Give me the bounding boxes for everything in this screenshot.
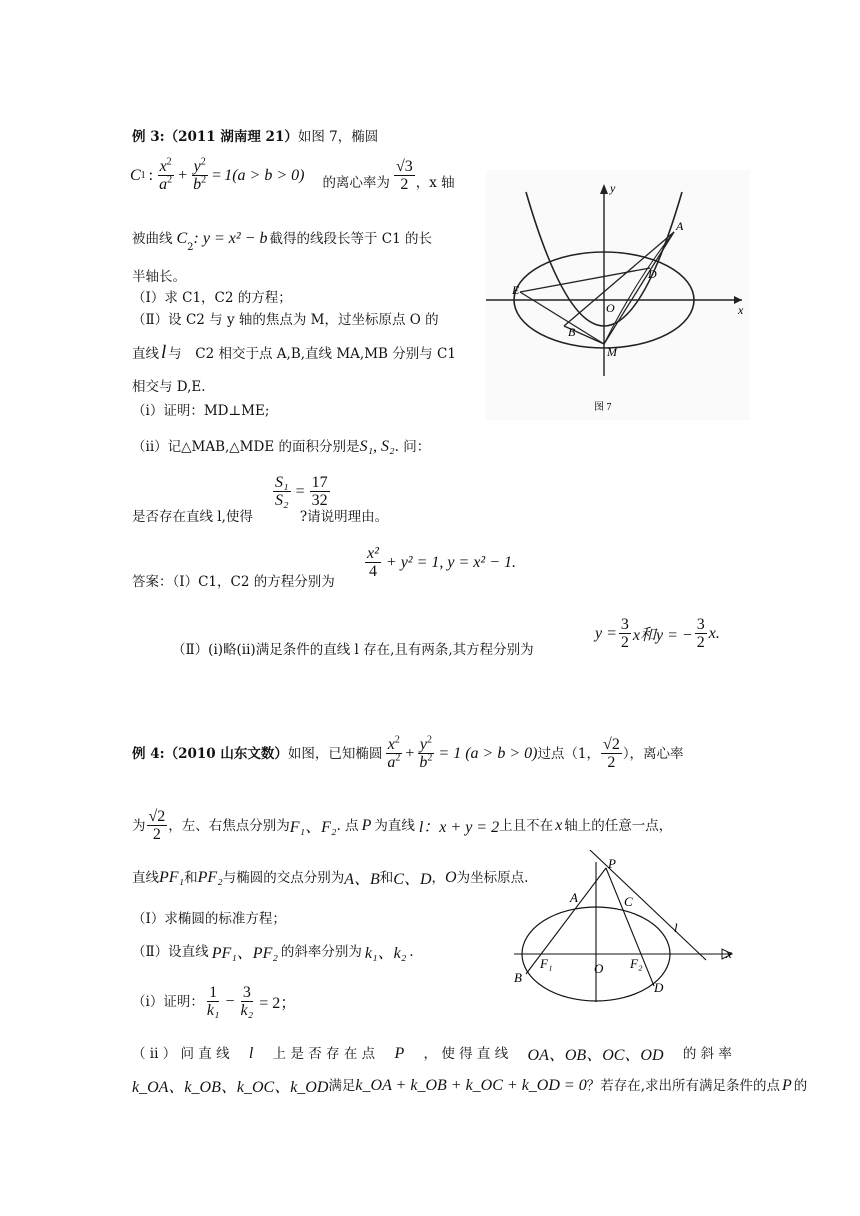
fig7-label-y: y: [610, 181, 616, 195]
example4-heading: 例 4:（2010 山东文数）: [132, 745, 288, 762]
example4-heading-tail: 如图，已知椭圆: [287, 745, 383, 762]
l3-e: 和: [379, 869, 394, 886]
s1-s2: S₁, S₂: [359, 438, 395, 455]
c1-condition: 1(a > b > 0): [224, 166, 305, 184]
l3-i: 为坐标原点.: [456, 869, 529, 886]
fig7-label-e: E: [512, 283, 520, 297]
qii-a: （ ii ） 问 直 线: [132, 1045, 230, 1062]
ex3-question-2-line2: [132, 344, 456, 363]
fig7-label-b: B: [568, 325, 576, 339]
c2-symbol: C: [176, 230, 188, 247]
ecc-fraction: $\frac{√3}{2}$: [395, 158, 413, 193]
figure-example4: [508, 850, 744, 1002]
ex4-question-i: （i）证明： $\frac{1}{\text{k₁}}$ − $\frac{3}{\text{k₂}}$ = 2；: [132, 984, 297, 1019]
q2-d: k₁、k₂: [364, 945, 407, 962]
pf2: PF₂: [197, 868, 223, 886]
fig4-label-l: l: [674, 920, 678, 935]
last-b: ？若存在,求出所有满足条件的点: [586, 1077, 780, 1094]
last-a: 满足: [328, 1077, 356, 1094]
x-var: x: [555, 816, 563, 834]
l3-b: 和: [184, 869, 198, 886]
fig4-label-b: B: [514, 970, 522, 985]
qii-a: （ii）记△MAB,△MDE 的面积分别是: [132, 439, 360, 455]
ratio-equation: $\frac{\text{S₁}}{\text{S₂}}$ = $\frac{17}{32}$: [275, 474, 328, 509]
fig4-label-a: A: [570, 890, 578, 905]
ex3-answer-1: 答案：（Ⅰ）C1，C2 的方程分别为: [132, 574, 335, 590]
qii-e: 的 斜 率: [682, 1045, 732, 1062]
example4-line3: [132, 866, 528, 889]
xaxis-text: ，x 轴: [415, 174, 455, 191]
q2-c: 的斜率分别为: [280, 943, 362, 960]
q2-b: PF₁、PF₂: [211, 945, 278, 962]
l3-f: C、D: [393, 871, 432, 888]
fig4-label-p: P: [608, 856, 616, 871]
point-p: P: [361, 816, 372, 834]
k-sum: k_OA + k_OB + k_OC + k_OD = 0: [355, 1076, 587, 1094]
last-p: P: [782, 1076, 792, 1094]
c1-symbol: C: [130, 166, 141, 184]
l2-d: 为直线: [374, 817, 415, 834]
example3-heading-tail: 如图 7，椭圆: [297, 129, 379, 145]
ex4-pass: 过点（1，: [537, 745, 601, 762]
example4-line2: 为 $\frac{√2}{2}$ ，左、右焦点分别为 F₁、F₂ . 点 P 为直线 l：x + y = 2 上且不在 x 轴上的任意一点，: [132, 808, 673, 843]
qi-b: = 2；: [259, 995, 297, 1012]
l2-e: 上且不在: [499, 817, 554, 834]
qii-b: 上 是 否 存 在 点: [272, 1045, 376, 1062]
example3-line3: 被曲线 C 2 : y = x² − b 截得的线段长等于 C1 的长: [132, 230, 432, 253]
fig4-label-o: O: [594, 961, 604, 976]
line-l-symbol: l: [161, 342, 167, 363]
q5-a: 是否存在直线 l,使得: [132, 509, 253, 525]
fig7-label-d: D: [648, 267, 657, 281]
fig7-label-x: x: [738, 303, 744, 317]
ex3-question-2: （Ⅱ）设 C2 与 y 轴的焦点为 M，过坐标原点 O 的: [132, 312, 439, 328]
ex4-condition: = 1 (a > b > 0): [438, 744, 538, 762]
example3-heading-line: [132, 128, 378, 146]
example3-heading: 例 3:（2011 湖南理 21）: [132, 129, 298, 145]
ex4-pass-tail: ），离心率: [622, 745, 684, 762]
fig4-label-d: D: [654, 980, 664, 995]
ex4-question-2: [132, 940, 414, 963]
fig4-label-f1: F₁: [540, 956, 553, 971]
q2-e: .: [409, 943, 414, 960]
example4-line1: 例 4:（2010 山东文数） 如图，已知椭圆 $\frac{x^2}{a^2}$ + $\frac{y^2}{b^2}$ = 1 (a > b > 0) 过点（1， $\frac{√2}{2}$ ），离心率: [132, 734, 684, 771]
fig7-label-o: O: [606, 301, 615, 315]
line-l-eq: l：x + y = 2: [418, 819, 500, 836]
qii-c: ， 使 得 直 线: [423, 1045, 509, 1062]
ex3-question-i: （i）证明：MD⊥ME;: [132, 403, 270, 419]
pf1: PF₁: [159, 868, 185, 886]
l3-c: 与椭圆的交点分别为: [222, 869, 345, 886]
ex3-question-ii-line2: [132, 508, 388, 526]
ex4-question-ii: [132, 1042, 732, 1065]
fig7-label-a: A: [676, 219, 684, 233]
fig4-label-c: C: [624, 894, 633, 909]
figure-7: [486, 170, 750, 420]
q5-b: ?请说明理由。: [299, 509, 389, 525]
q3-b: 与 C2 相交于点 A,B,直线 MA,MB 分别与 C1: [168, 346, 456, 362]
fig4-label-f2: F₂: [630, 956, 643, 971]
ex4-question-1: （Ⅰ）求椭圆的标准方程；: [132, 911, 286, 927]
q3-a: 直线: [132, 346, 159, 362]
fig4-label-x: x: [726, 946, 732, 961]
fig7-caption: 图 7: [594, 402, 612, 413]
x2-over-a2: $\frac{x^2}{a^2}$: [159, 156, 173, 193]
ecc-text: 的离心率为: [322, 174, 390, 191]
ex3-question-1: （Ⅰ）求 C1，C2 的方程；: [132, 290, 292, 306]
l2-b: ，左、右焦点分别为: [168, 817, 290, 834]
line4: 半轴长。: [132, 269, 186, 285]
c2-equation: : y = x² − b: [193, 230, 268, 247]
example3-ellipse-equation: C 1 : $\frac{x^2}{a^2}$ + $\frac{y^2}{b^2}$ = 1(a > b > 0) 的离心率为 $\frac{√3}{2}$ ，x 轴: [130, 156, 455, 193]
line3-b: 截得的线段长等于 C1 的长: [269, 231, 432, 247]
l3-h: O: [445, 868, 457, 886]
l3-d: A、B: [344, 871, 380, 888]
l2-a: 为: [132, 817, 146, 834]
ex3-question-ii: [132, 438, 430, 456]
l3-a: 直线: [132, 869, 159, 886]
qii-b: . 问：: [394, 439, 431, 455]
qii-p: P: [394, 1044, 405, 1062]
qii-l: l: [248, 1044, 254, 1062]
ex3-answer-1-equation: $\frac{\text{x²}}{4}$ + y² = 1, y = x² − 1.: [367, 545, 516, 580]
qii-d: OA、OB、OC、OD: [527, 1047, 664, 1064]
y2-over-b2: $\frac{y^2}{b^2}$: [193, 156, 207, 193]
ex3-question-2-line3: 相交与 D,E.: [132, 379, 206, 395]
l2-c: . 点: [336, 817, 359, 834]
fig7-label-m: M: [607, 345, 617, 359]
l3-g: ，: [431, 869, 446, 886]
ex3-answer-2-equation: y = $\frac{3}{2}$ x和y = − $\frac{3}{2}$ x.: [595, 616, 720, 651]
ex4-question-ii-line2: [132, 1074, 807, 1097]
last-c: 的: [793, 1077, 808, 1094]
k-list: k_OA、k_OB、k_OC、k_OD: [132, 1079, 329, 1096]
l2-f: 轴上的任意一点，: [564, 817, 673, 834]
qi-a: （i）证明：: [132, 993, 204, 1010]
line3-a: 被曲线: [132, 231, 173, 247]
ex3-answer-2: （Ⅱ）(i)略(ii)满足条件的直线 l 存在,且有两条,其方程分别为: [172, 642, 534, 658]
q2-a: （Ⅱ）设直线: [132, 943, 209, 960]
foci: F₁、F₂: [289, 819, 337, 836]
